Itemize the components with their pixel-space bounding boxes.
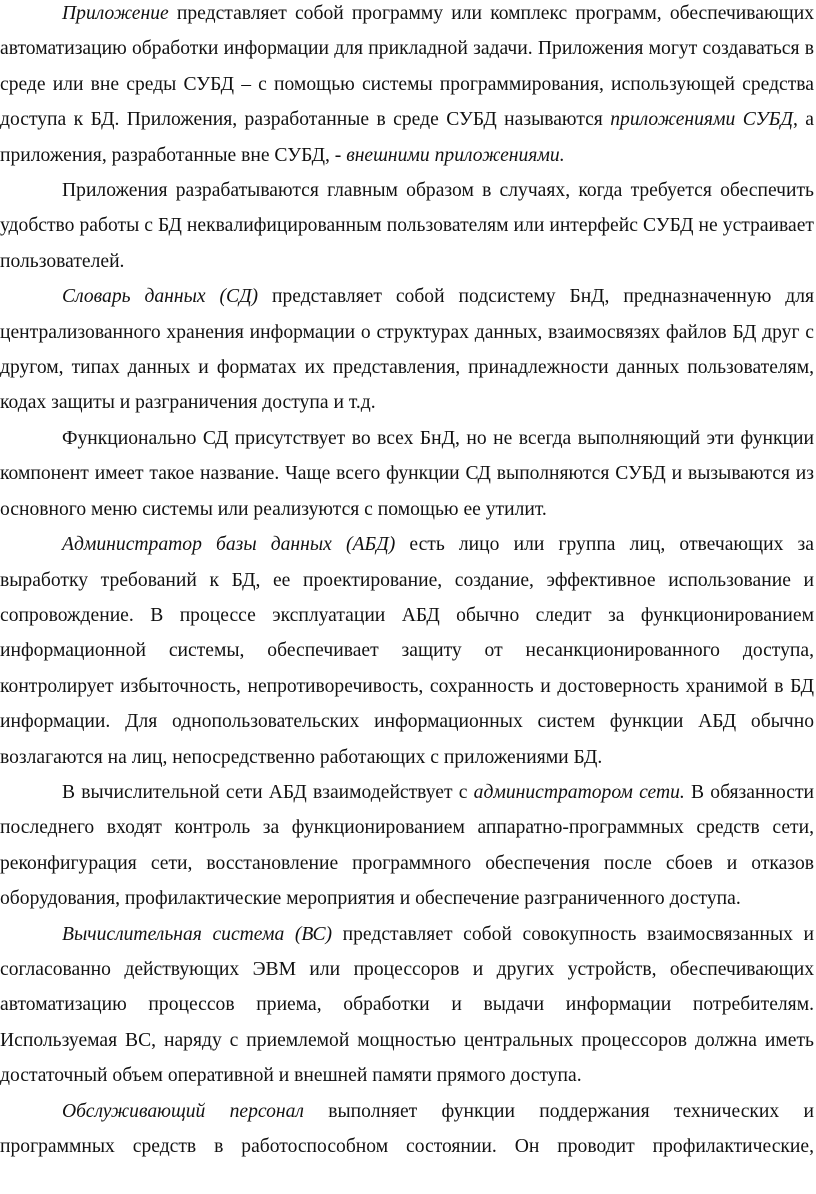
text-run: Функционально СД присутствует во всех БнД, но не всегда выполняющий эти функции компонент имеет такое название. Чаще всего функции СД выполняются СУБД и вызываются из основного меню системы или реализуются с помощью ее утилит. [0,427,814,520]
paragraph-data-dictionary [0,279,814,421]
paragraph-applications [0,0,814,173]
text-run: представляет собой подсистему БнД, предназначенную для централизованного хранения информации о структурах данных, взаимосвязях файлов БД друг с другом, типах данных и форматах их представления, принадлежности данных пользователям, кодах защиты и разграничения доступа и т.д. [0,286,815,414]
text-run: Приложения разрабатываются главным образом в случаях, когда требуется обеспечить удобство работы с БД неквалифицированным пользователям или интерфейс СУБД не устраивает пользователей. [0,180,814,272]
paragraph-computing-system [0,917,814,1094]
text-run: В вычислительной сети АБД взаимодействует с [62,781,474,803]
paragraph-dba [0,527,814,775]
term-network-admin: администратором сети. [473,781,685,803]
term-external-applications: внешними приложениями. [346,144,565,166]
term-staff: Обслуживающий персонал [62,1100,304,1122]
term-data-dictionary: Словарь данных (СД) [62,286,259,308]
term-dbms-applications: приложениями СУБД [610,109,793,131]
term-computing-system: Вычислительная система (ВС) [62,923,333,945]
paragraph-network-admin [0,775,814,917]
paragraph-data-dictionary-function [0,421,814,527]
term-application: Приложение [62,3,169,24]
paragraph-staff [0,1094,814,1165]
text-run: выполняет функции поддержания технических и программных средств в работоспособном состоянии. Он проводит профилактические, [0,1100,814,1157]
text-run: В обязанности последнего входят контроль за функционированием аппаратно-программных средств сети, реконфигурация сети, восстановление программного обеспечения после сбоев и отказов оборудования, профилактические мероприятия и обеспечение разграниченного доступа. [0,781,814,910]
term-dba: Администратор базы данных (АБД) [62,534,396,556]
paragraph-applications-usage [0,173,814,279]
text-run: представляет собой программу или комплекс программ, обеспечивающих автоматизацию обработки информации для прикладной задачи. Приложения могут создаваться в среде или вне среды СУБД – с помощью системы программирования, использующей средства доступа к БД. Приложения, разработанные в среде СУБД называются [0,3,814,131]
text-run: , а приложения, разработанные вне СУБД, - [0,109,815,166]
text-run: представляет собой совокупность взаимосвязанных и согласованно действующих ЭВМ или процессоров и других устройств, обеспечивающих автоматизацию процессов приема, обработки и выдачи информации потребителям. Используемая ВС, наряду с приемлемой мощностью центральных процессоров должна иметь достаточный объем оперативной и внешней памяти прямого доступа. [0,923,814,1087]
text-run: есть лицо или группа лиц, отвечающих за выработку требований к БД, ее проектирование, создание, эффективное использование и сопровождение. В процессе эксплуатации АБД обычно следит за функционированием информационной системы, обеспечивает защиту от несанкционированного доступа, контролирует избыточность, непротиворечивость, сохранность и достоверность хранимой в БД информации. Для однопользовательских информационных систем функции АБД обычно возлагаются на лиц, непосредственно работающих с приложениями БД. [0,534,814,768]
